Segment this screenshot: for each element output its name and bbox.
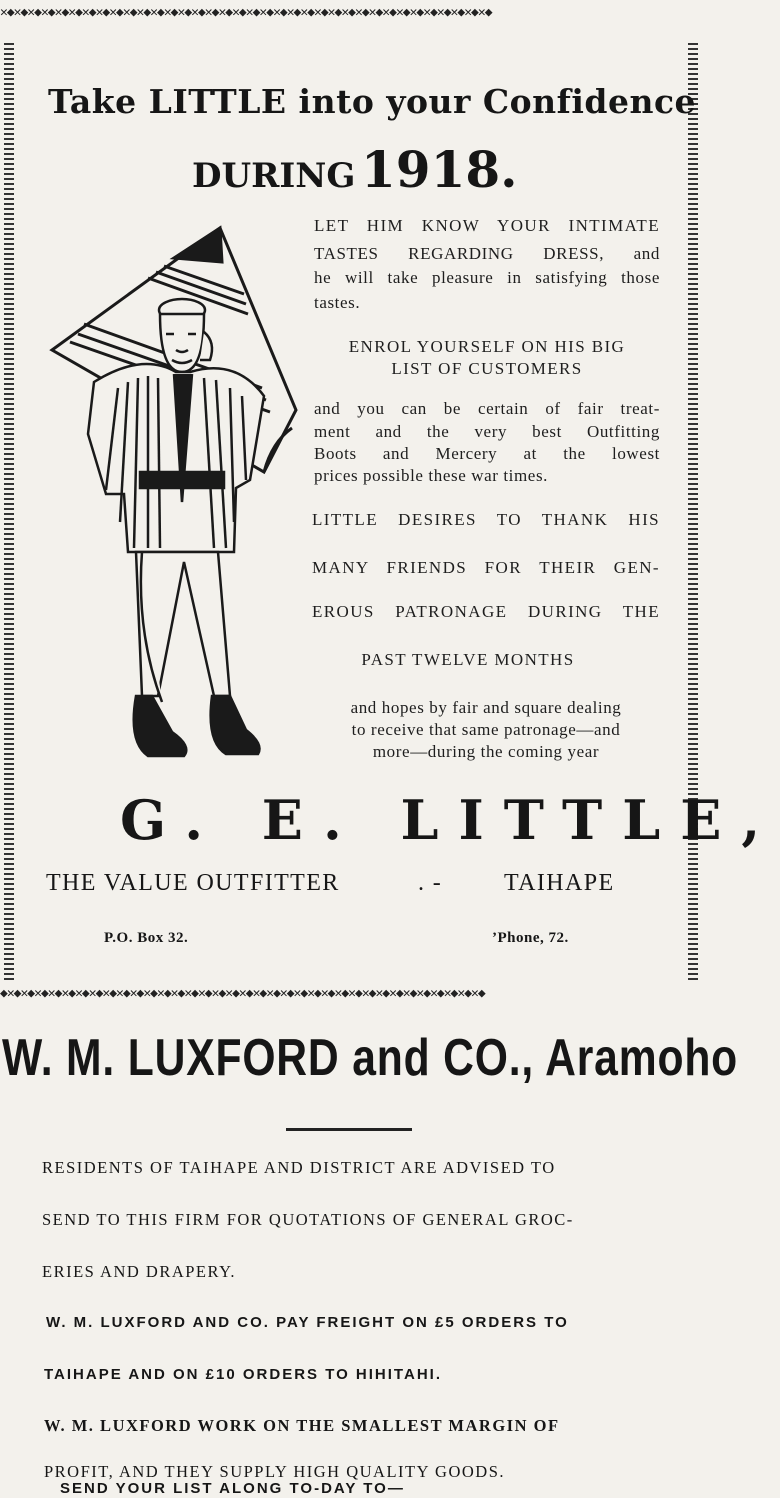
para-intimate-line1: LET HIM KNOW YOUR INTIMATE: [314, 216, 660, 235]
ornamental-border-left: [4, 40, 14, 980]
ornamental-border-divider: ◆✕◆✕◆✕◆✕◆✕◆✕◆✕◆✕◆✕◆✕◆✕◆✕◆✕◆✕◆✕◆✕◆✕◆✕◆✕◆✕◆✕◆✕◆✕◆✕◆✕◆✕◆✕◆✕◆✕◆✕◆✕◆✕◆✕◆✕◆✕◆: [0, 986, 485, 1001]
tagline-outfitter: THE VALUE OUTFITTER: [46, 870, 340, 896]
luxford-line3: ERIES AND DRAPERY.: [42, 1262, 237, 1281]
divider-rule: [286, 1128, 412, 1131]
para-intimate-line3: he will take pleasure in satisfying those: [314, 268, 660, 287]
thanks-line2: MANY FRIENDS FOR THEIR GEN-: [312, 558, 660, 577]
fair-treatment-line2: ment and the very best Outfitting: [314, 422, 660, 441]
enrol-line2: LIST OF CUSTOMERS: [391, 359, 583, 378]
gentleman-illustration: [44, 222, 304, 772]
closing-line3: more—during the coming year: [372, 742, 600, 761]
luxford-firm-name: W. M. LUXFORD and CO., Aramoho: [2, 1029, 739, 1087]
para-intimate-line4: tastes.: [314, 293, 361, 312]
thanks-line4: PAST TWELVE MONTHS: [361, 650, 575, 669]
fair-treatment-line3: Boots and Mercery at the lowest: [314, 444, 660, 463]
fair-treatment-line4: prices possible these war times.: [314, 466, 549, 485]
headline-during: DURING: [192, 156, 356, 196]
headline-during-year: [192, 140, 518, 199]
luxford-line4: W. M. LUXFORD AND CO. PAY FREIGHT ON £5 ORDERS TO: [46, 1314, 569, 1331]
headline-year: 1918.: [361, 140, 518, 199]
po-box: P.O. Box 32.: [104, 930, 189, 946]
luxford-line1: RESIDENTS OF TAIHAPE AND DISTRICT ARE ADVISED TO: [42, 1158, 556, 1177]
thanks-line3: EROUS PATRONAGE DURING THE: [312, 602, 660, 621]
closing-line2: to receive that same patronage—and: [351, 720, 621, 739]
headline: Take LITTLE into your Confidence: [48, 82, 697, 121]
luxford-line2: SEND TO THIS FIRM FOR QUOTATIONS OF GENERAL GROC-: [42, 1210, 574, 1229]
phone-number: ’Phone, 72.: [492, 930, 569, 946]
enrol-line1: ENROL YOURSELF ON HIS BIG: [348, 337, 626, 356]
para-intimate-line2: TASTES REGARDING DRESS, and: [314, 244, 660, 263]
ornamental-border-top: ✕◆✕◆✕◆✕◆✕◆✕◆✕◆✕◆✕◆✕◆✕◆✕◆✕◆✕◆✕◆✕◆✕◆✕◆✕◆✕◆✕◆✕◆✕◆✕◆✕◆✕◆✕◆✕◆✕◆✕◆✕◆✕◆✕◆✕◆✕◆✕◆: [0, 5, 492, 20]
thanks-line1: LITTLE DESIRES TO THANK HIS: [312, 510, 660, 529]
closing-line1: and hopes by fair and square dealing: [350, 698, 622, 717]
tagline-town: TAIHAPE: [504, 870, 615, 896]
luxford-line8: SEND YOUR LIST ALONG TO-DAY TO—: [60, 1480, 405, 1497]
fair-treatment-line1: and you can be certain of fair treat-: [314, 399, 660, 418]
tagline-separator: . -: [418, 870, 443, 896]
luxford-line5: TAIHAPE AND ON £10 ORDERS TO HIHITAHI.: [44, 1366, 442, 1383]
luxford-line7: PROFIT, AND THEY SUPPLY HIGH QUALITY GOODS.: [44, 1462, 505, 1481]
luxford-line6: W. M. LUXFORD WORK ON THE SMALLEST MARGIN OF: [44, 1416, 560, 1435]
business-name: G. E. LITTLE,: [120, 788, 780, 852]
